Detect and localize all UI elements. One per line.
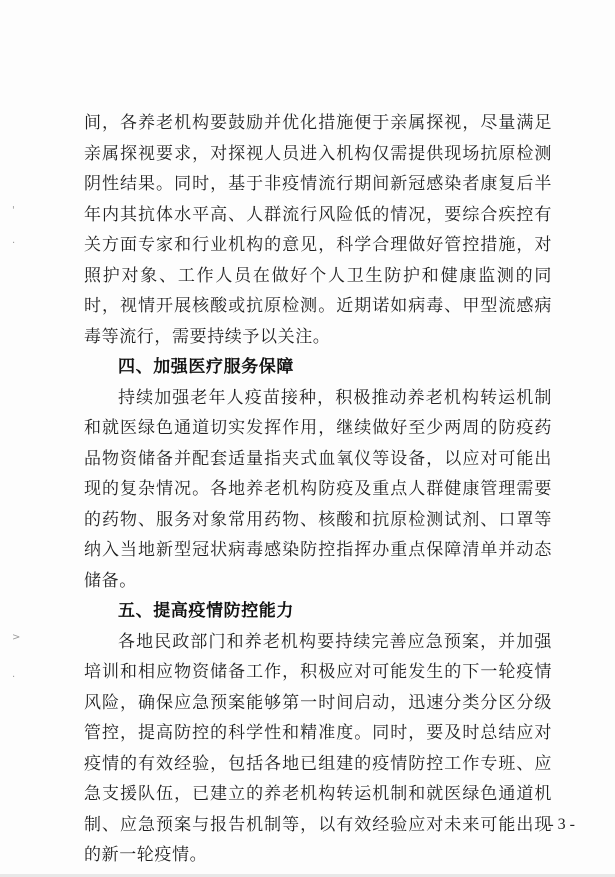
margin-mark: · — [12, 238, 16, 249]
margin-mark: · — [12, 672, 16, 683]
paragraph-prevention-capability: 各地民政部门和养老机构要持续完善应急预案，并加强培训和相应物资储备工作，积极应对可能发生的下一轮疫情风险，确保应急预案能够第一时间启动，迅速分类分区分级管控，提高防控的科学性和精准度。同时，要及时总结应对疫情的有效经验，包括各地已组建的疫情防控工作专班、应急支援队伍，已建立的养老机构转运机制和就医绿色通道机制、应急预案与报告机制等，以有效经验应对未来可能出现的新一轮疫情。 — [84, 631, 552, 865]
paragraph-continuation: 间，各养老机构要鼓励并优化措施便于亲属探视，尽量满足亲属探视要求，对探视人员进入机构仅需提供现场抗原检测阴性结果。同时，基于非疫情流行期间新冠感染者康复后半年内其抗体水平高、人群流行风险低的情况，要综合疾控有关方面专家和行业机构的意见，科学合理做好管控措施，对照护对象、工作人员在做好个人卫生防护和健康监测的同时，视情开展核酸或抗原检测。近期诺如病毒、甲型流感病毒等流行，需要持续予以关注。 — [84, 113, 552, 347]
paragraph-medical-services: 持续加强老年人疫苗接种，积极推动养老机构转运机制和就医绿色通道切实发挥作用，继续做好至少两周的防疫药品物资储备并配套适量指夹式血氧仪等设备，以应对可能出现的复杂情况。各地养老机构防疫及重点人群健康管理需要的药物、服务对象常用药物、核酸和抗原检测试剂、口罩等纳入当地新型冠状病毒感染防控指挥办重点保障清单并动态储备。 — [84, 387, 552, 591]
margin-mark: > — [12, 632, 21, 643]
page-number: - 3 - — [548, 816, 575, 833]
section-heading-5: 五、提高疫情防控能力 — [118, 601, 294, 621]
document-body — [84, 108, 552, 871]
margin-mark: ' — [12, 205, 15, 216]
section-heading-4: 四、加强医疗服务保障 — [118, 357, 294, 377]
